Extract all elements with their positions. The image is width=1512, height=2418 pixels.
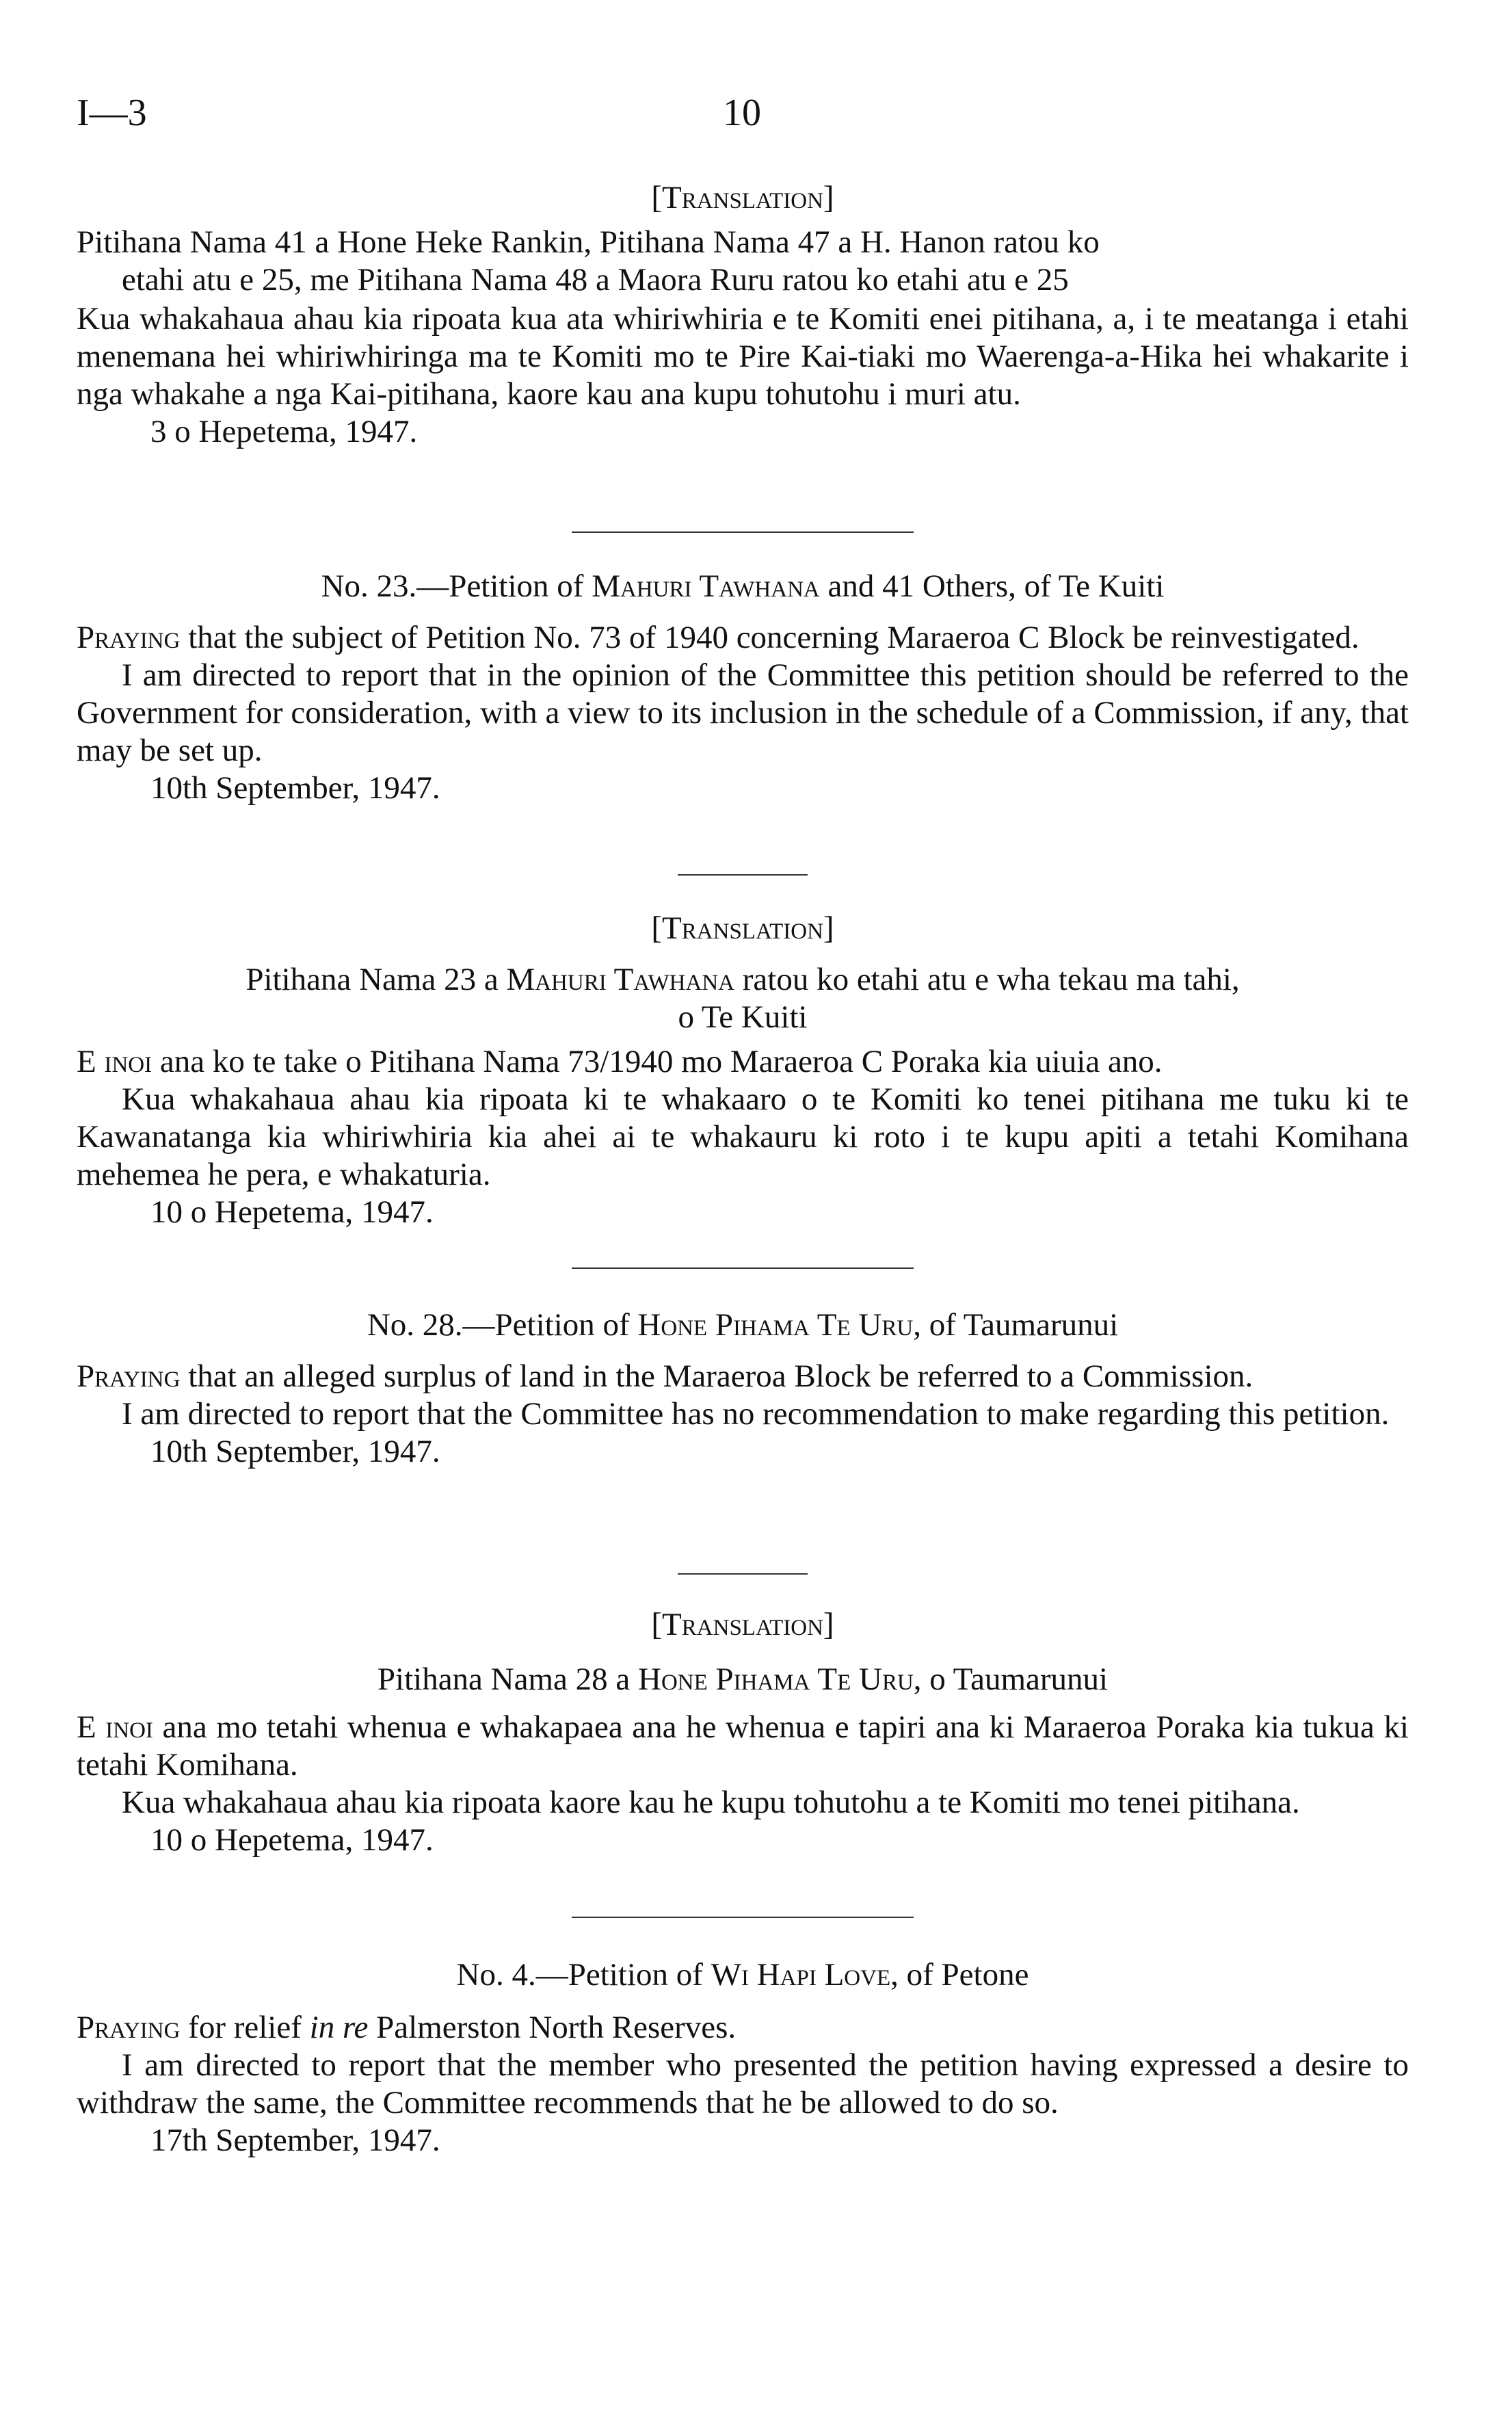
praying-text: for relief [180, 2010, 310, 2045]
report-paragraph: Kua whakahaua ahau kia ripoata ki te whakaaro o te Komiti ko tenei pitihana me tuku ki te Kawanatanga kia whiriwhiria kia ahei ai te whakauru ki roto i te kupu apiti a tetahi Komihana mehemea he pera, e whakaturia. [77, 1081, 1409, 1192]
praying-word: Praying [77, 1358, 181, 1394]
petitioner-name: Hone Pihama Te Uru [637, 1307, 914, 1343]
petition-title-line: Pitihana Nama 41 a Hone Heke Rankin, Pitihana Nama 47 a H. Hanon ratou ko [77, 224, 1100, 260]
praying-word: Praying [77, 620, 181, 655]
petition-title [77, 568, 1409, 605]
petition-block-4 [77, 1956, 1409, 2159]
translation-block-41 [77, 179, 1409, 451]
petition-title [77, 1661, 1409, 1698]
title-suffix: , of Taumarunui [913, 1307, 1119, 1343]
report-date: 10th September, 1947. [150, 770, 440, 806]
translation-heading: [Translation] [651, 180, 834, 215]
report-paragraph: Kua whakahaua ahau kia ripoata kaore kau he kupu tohutohu a te Komiti mo tenei pitihana. [122, 1785, 1300, 1820]
report-paragraph: I am directed to report that in the opinion of the Committee this petition should be referred to the Government for consideration, with a view to its inclusion in the schedule of a Commission, if any, that may be set up. [77, 657, 1409, 768]
petition-title [77, 1956, 1409, 1994]
petitioner-name: Wi Hapi Love [711, 1957, 891, 1993]
title-suffix: and 41 Others, of Te Kuiti [819, 568, 1165, 604]
praying-text: that an alleged surplus of land in the Maraeroa Block be referred to a Commission. [180, 1358, 1254, 1394]
report-paragraph: Kua whakahaua ahau kia ripoata kua ata whiriwhiria e te Komiti enei pitihana, a, i te meatanga i etahi menemana hei whiriwhiringa ma te Komiti mo te Pire Kai-tiaki mo Waerenga-a-Hika hei whakarite i nga whakahe a nga Kai-pitihana, kaore kau ana kupu tohutohu i muri atu. [77, 301, 1409, 412]
praying-word: Praying [77, 2010, 181, 2045]
petitioner-name: Mahuri Tawhana [506, 962, 734, 997]
praying-paragraph [77, 1358, 1409, 1395]
title-prefix: Pitihana Nama 23 a [246, 962, 507, 997]
section-divider [77, 1267, 1409, 1269]
report-paragraph: I am directed to report that the Committee has no recommendation to make regarding this petition. [122, 1396, 1390, 1432]
section-divider [77, 874, 1409, 876]
title-suffix: , o Taumarunui [913, 1661, 1109, 1697]
title-prefix: No. 23.—Petition of [321, 568, 592, 604]
praying-paragraph [77, 1043, 1409, 1081]
petition-title-line: etahi atu e 25, me Pitihana Nama 48 a Maora Ruru ratou ko etahi atu e 25 [122, 262, 1069, 298]
translation-heading: [Translation] [651, 910, 834, 946]
inoi-word: E inoi [77, 1709, 153, 1745]
translation-heading: [Translation] [651, 1607, 834, 1642]
page-number: 10 [723, 92, 761, 134]
petitioner-name: Hone Pihama Te Uru [638, 1661, 914, 1697]
title-prefix: No. 4.—Petition of [456, 1957, 711, 1993]
petition-title [77, 1306, 1409, 1344]
praying-paragraph [77, 1709, 1409, 1784]
translation-block-28 [77, 1606, 1409, 1859]
translation-block-23 [77, 910, 1409, 1231]
petition-block-28 [77, 1306, 1409, 1471]
section-divider [77, 1573, 1409, 1575]
title-prefix: Pitihana Nama 28 a [377, 1661, 638, 1697]
report-date: 3 o Hepetema, 1947. [150, 414, 418, 449]
petition-title-line: o Te Kuiti [678, 999, 808, 1035]
title-suffix: ratou ko etahi atu e wha tekau ma tahi, [734, 962, 1240, 997]
report-date: 10th September, 1947. [150, 1434, 440, 1469]
running-header [77, 94, 1409, 142]
title-prefix: No. 28.—Petition of [367, 1307, 638, 1343]
report-date: 10 o Hepetema, 1947. [150, 1194, 434, 1230]
petition-block-23 [77, 568, 1409, 807]
section-divider [77, 531, 1409, 533]
section-code: I—3 [77, 92, 147, 134]
praying-text: ana mo tetahi whenua e whakapaea ana he whenua e tapiri ana ki Maraeroa Poraka kia tukua ki tetahi Komihana. [77, 1709, 1409, 1783]
praying-paragraph [77, 619, 1409, 657]
praying-text: ana ko te take o Pitihana Nama 73/1940 mo Maraeroa C Poraka kia uiuia ano. [152, 1044, 1163, 1079]
praying-text: Palmerston North Reserves. [368, 2010, 737, 2045]
title-suffix: , of Petone [890, 1957, 1029, 1993]
inoi-word: E inoi [77, 1044, 152, 1079]
petition-title [77, 961, 1409, 999]
praying-paragraph [77, 2009, 1409, 2047]
report-date: 17th September, 1947. [150, 2123, 440, 2158]
petitioner-name: Mahuri Tawhana [592, 568, 820, 604]
latin-phrase: in re [309, 2010, 369, 2045]
praying-text: that the subject of Petition No. 73 of 1940 concerning Maraeroa C Block be reinvestigated. [180, 620, 1360, 655]
report-date: 10 o Hepetema, 1947. [150, 1822, 434, 1858]
report-paragraph: I am directed to report that the member who presented the petition having expressed a desire to withdraw the same, the Committee recommends that he be allowed to do so. [77, 2047, 1409, 2120]
section-divider [77, 1917, 1409, 1918]
